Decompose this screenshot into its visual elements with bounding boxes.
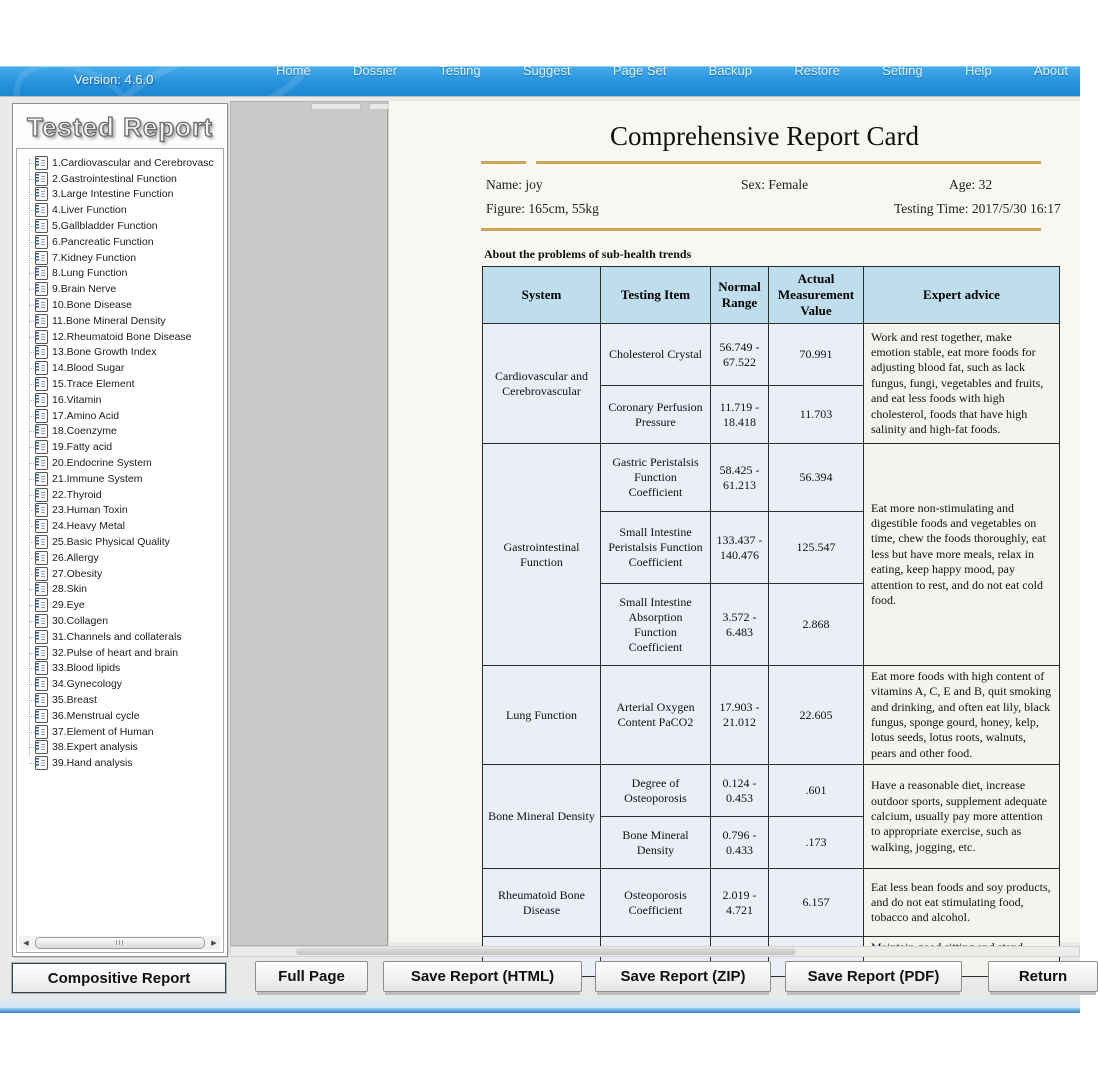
report-doc-icon (35, 361, 48, 375)
tree-item-14[interactable] (23, 360, 221, 376)
tree-item-4[interactable] (23, 202, 221, 218)
info-divider (481, 228, 1041, 231)
column-header: Testing Item (601, 267, 711, 324)
tree-item-16[interactable] (23, 392, 221, 408)
testing-item-cell: Degree of Osteoporosis (601, 765, 711, 817)
menu-item-setting[interactable]: Setting (882, 63, 923, 78)
report-doc-icon (35, 630, 48, 644)
tree-item-11[interactable] (23, 313, 221, 329)
tree-item-label: 37.Element of Human (52, 725, 154, 738)
return-button[interactable]: Return (988, 961, 1098, 992)
tree-item-5[interactable] (23, 218, 221, 234)
report-doc-icon (35, 614, 48, 628)
tree-item-26[interactable] (23, 550, 221, 566)
report-doc-icon (35, 187, 48, 201)
report-doc-icon (35, 535, 48, 549)
report-doc-icon (35, 314, 48, 328)
testing-item-cell: Cholesterol Crystal (601, 324, 711, 386)
menu-item-help[interactable]: Help (964, 63, 992, 78)
expert-advice-cell: Eat more foods with high content of vitamins A, C, E and B, quit smoking and drinking, and often eat lily, black fungus, sponge gourd, honey, kelp, lotus seeds, lotus roots, walnuts, pears and other food. (864, 666, 1060, 765)
report-doc-icon (35, 409, 48, 423)
report-doc-icon (35, 219, 48, 233)
report-doc-icon (35, 551, 48, 565)
tree-item-3[interactable] (23, 187, 221, 203)
tree-item-6[interactable] (23, 234, 221, 250)
actual-value-cell: .173 (769, 817, 864, 869)
actual-value-cell: .601 (769, 765, 864, 817)
tree-item-label: 17.Amino Acid (52, 409, 120, 422)
table-caption: About the problems of sub-health trends (484, 247, 692, 261)
sub-health-trends-table (482, 266, 1060, 977)
expert-advice-cell: Have a reasonable diet, increase outdoor sports, supplement adequate calcium, usually pay more attention to appropriate exercise, such as walking, jogging, etc. (864, 765, 1060, 869)
tree-item-label: 5.Gallbladder Function (52, 220, 158, 233)
tree-item-18[interactable] (23, 424, 221, 440)
table-row (483, 869, 1060, 937)
tree-item-35[interactable] (23, 692, 221, 708)
report-title: Comprehensive Report Card (610, 121, 919, 151)
tree-item-label: 39.Hand analysis (52, 757, 133, 770)
testing-item-cell: Osteoporosis Coefficient (601, 869, 711, 937)
tree-item-2[interactable] (23, 171, 221, 187)
report-doc-icon (35, 488, 48, 502)
tree-item-label: 18.Coenzyme (52, 425, 117, 438)
tree-item-9[interactable] (23, 281, 221, 297)
normal-range-cell: 133.437 - 140.476 (711, 512, 769, 584)
tree-item-label: 10.Bone Disease (52, 299, 132, 312)
tree-item-30[interactable] (23, 613, 221, 629)
tree-item-label: 6.Pancreatic Function (52, 235, 154, 248)
menu-item-page-set[interactable]: Page Set (612, 63, 667, 78)
column-header: Normal Range (711, 267, 769, 324)
tree-item-19[interactable] (23, 439, 221, 455)
system-cell: Gastrointestinal Function (483, 444, 601, 666)
tree-item-label: 19.Fatty acid (52, 441, 113, 454)
tree-item-27[interactable] (23, 566, 221, 582)
tree-item-label: 7.Kidney Function (52, 251, 137, 264)
tree-item-13[interactable] (23, 345, 221, 361)
normal-range-cell: 58.425 - 61.213 (711, 444, 769, 512)
actual-value-cell: 22.605 (769, 666, 864, 765)
tree-item-label: 1.Cardiovascular and Cerebrovasc (52, 156, 214, 169)
report-doc-icon (35, 677, 48, 691)
tree-item-36[interactable] (23, 708, 221, 724)
tree-item-15[interactable] (23, 376, 221, 392)
menu-item-restore[interactable]: Restore (794, 63, 840, 78)
tree-item-label: 12.Rheumatoid Bone Disease (52, 330, 192, 343)
tree-item-25[interactable] (23, 534, 221, 550)
tree-item-12[interactable] (23, 329, 221, 345)
tree-item-23[interactable] (23, 503, 221, 519)
tree-item-37[interactable] (23, 724, 221, 740)
column-header: Expert advice (864, 267, 1060, 324)
tree-item-label: 32.Pulse of heart and brain (52, 646, 179, 659)
system-cell: Lung Function (483, 666, 601, 765)
tree-item-38[interactable] (23, 739, 221, 755)
menu-item-home[interactable]: Home (276, 63, 311, 78)
tree-item-33[interactable] (23, 661, 221, 677)
normal-range-cell: 0.124 - 0.453 (711, 765, 769, 817)
report-doc-icon (35, 172, 48, 186)
report-doc-icon (35, 725, 48, 739)
tree-item-label: 20.Endocrine System (52, 457, 152, 470)
table-row (483, 765, 1060, 817)
tree-item-32[interactable] (23, 645, 221, 661)
report-doc-icon (35, 235, 48, 249)
tree-item-label: 8.Lung Function (52, 267, 128, 280)
report-doc-icon (35, 740, 48, 754)
report-doc-icon (35, 567, 48, 581)
report-doc-icon (35, 251, 48, 265)
report-doc-icon (35, 282, 48, 296)
window-bottom-edge (0, 1008, 1080, 1013)
actual-value-cell: 2.868 (769, 584, 864, 666)
tree-item-31[interactable] (23, 629, 221, 645)
report-doc-icon (35, 298, 48, 312)
tree-item-label: 27.Obesity (52, 567, 103, 580)
scrollbar-thumb[interactable] (35, 937, 205, 949)
tree-item-label: 13.Bone Growth Index (52, 346, 157, 359)
tree-item-1[interactable] (23, 155, 221, 171)
testing-item-cell: Arterial Oxygen Content PaCO2 (601, 666, 711, 765)
report-doc-icon (35, 440, 48, 454)
tree-item-24[interactable] (23, 518, 221, 534)
normal-range-cell: 2.019 - 4.721 (711, 869, 769, 937)
title-divider (389, 161, 1080, 164)
actual-value-cell: 11.703 (769, 386, 864, 444)
tree-item-label: 25.Basic Physical Quality (52, 536, 170, 549)
scroll-right-icon[interactable]: ▶ (211, 940, 217, 947)
tree-item-8[interactable] (23, 266, 221, 282)
table-header-row (483, 267, 1060, 324)
tree-item-label: 22.Thyroid (52, 488, 102, 501)
expert-advice-cell: Eat less bean foods and soy products, and do not eat stimulating food, tobacco and alcohol. (864, 869, 1060, 937)
table-row (483, 324, 1060, 386)
system-cell: Rheumatoid Bone Disease (483, 869, 601, 937)
menu-item-testing[interactable]: Testing (439, 63, 481, 78)
sidebar-panel (12, 103, 228, 957)
testing-item-cell: Gastric Peristalsis Function Coefficient (601, 444, 711, 512)
column-header: Actual Measurement Value (769, 267, 864, 324)
actual-value-cell: 70.991 (769, 324, 864, 386)
save-report-zip-button[interactable]: Save Report (ZIP) (595, 961, 771, 992)
tree-item-22[interactable] (23, 487, 221, 503)
report-doc-icon (35, 330, 48, 344)
tree-item-20[interactable] (23, 455, 221, 471)
tree-item-label: 35.Breast (52, 693, 97, 706)
tree-item-21[interactable] (23, 471, 221, 487)
report-doc-icon (35, 661, 48, 675)
report-doc-icon (35, 203, 48, 217)
report-doc-icon (35, 345, 48, 359)
report-doc-icon (35, 519, 48, 533)
tree-item-label: 11.Bone Mineral Density (52, 314, 166, 327)
actual-value-cell: 6.157 (769, 869, 864, 937)
tree-item-10[interactable] (23, 297, 221, 313)
report-doc-icon (35, 582, 48, 596)
sidebar-title: Tested Report (27, 112, 213, 142)
tree-item-label: 26.Allergy (52, 551, 99, 564)
testing-item-cell: Bone Mineral Density (601, 817, 711, 869)
report-doc-icon (35, 377, 48, 391)
full-page-button[interactable]: Full Page (255, 961, 368, 992)
normal-range-cell: 3.572 - 6.483 (711, 584, 769, 666)
system-cell: Cardiovascular and Cerebrovascular (483, 324, 601, 444)
menu-item-dossier[interactable]: Dossier (352, 63, 398, 78)
tree-list (23, 155, 221, 771)
main-horizontal-scrollbar[interactable] (230, 946, 1080, 957)
report-doc-icon (35, 156, 48, 170)
tree-item-label: 4.Liver Function (52, 204, 127, 217)
menu-item-about[interactable]: About (1033, 63, 1068, 78)
patient-sex: Sex: Female (741, 177, 809, 192)
testing-time: Testing Time: 2017/5/30 16:17 (894, 201, 1061, 216)
report-doc-icon (35, 472, 48, 486)
menu-items (272, 61, 1072, 80)
menu-item-suggest[interactable]: Suggest (522, 63, 571, 78)
scrollbar-thumb[interactable] (296, 948, 796, 955)
report-doc-icon (35, 266, 48, 280)
report-doc-icon (35, 393, 48, 407)
collapsed-panel-strip (230, 101, 388, 946)
tree-item-label: 16.Vitamin (52, 393, 102, 406)
tree-item-28[interactable] (23, 582, 221, 598)
actual-value-cell: 56.394 (769, 444, 864, 512)
normal-range-cell: 56.749 - 67.522 (711, 324, 769, 386)
expert-advice-cell: Work and rest together, make emotion stable, eat more foods for adjusting blood fat, such as lack fungus, fungi, vegetables and fruits, and eat less foods with high cholesterol, foods that have high salinity and high-fat foods. (864, 324, 1060, 444)
table-row (483, 444, 1060, 512)
tree-item-label: 31.Channels and collaterals (52, 630, 182, 643)
bottom-glow (0, 995, 1080, 1009)
tree-item-label: 29.Eye (52, 599, 85, 612)
tree-item-label: 28.Skin (52, 583, 88, 596)
patient-figure: Figure: 165cm, 55kg (486, 201, 599, 216)
tree-item-34[interactable] (23, 676, 221, 692)
testing-item-cell: Small Intestine Absorption Function Coefficient (601, 584, 711, 666)
tree-item-label: 23.Human Toxin (52, 504, 128, 517)
sidebar-horizontal-scrollbar[interactable] (19, 936, 221, 950)
report-page (388, 101, 1080, 942)
tree-item-label: 30.Collagen (52, 615, 109, 627)
testing-item-cell: Coronary Perfusion Pressure (601, 386, 711, 444)
tree-item-label: 21.Immune System (52, 472, 143, 485)
tree-item-label: 2.Gastrointestinal Function (52, 172, 177, 185)
report-doc-icon (35, 709, 48, 723)
tree-item-label: 14.Blood Sugar (52, 362, 125, 375)
column-header: System (483, 267, 601, 324)
patient-age: Age: 32 (949, 177, 993, 192)
report-doc-icon (35, 756, 48, 770)
scroll-left-icon[interactable]: ◀ (23, 940, 29, 947)
tree-item-17[interactable] (23, 408, 221, 424)
compositive-report-button[interactable]: Compositive Report (12, 963, 226, 993)
table-row (483, 666, 1060, 765)
tree-item-label: 9.Brain Nerve (52, 283, 117, 296)
testing-item-cell: Small Intestine Peristalsis Function Coefficient (601, 512, 711, 584)
version-label: Version: 4.6.0 (74, 72, 154, 87)
normal-range-cell: 11.719 - 18.418 (711, 386, 769, 444)
tree-item-39[interactable] (23, 755, 221, 771)
report-doc-icon (35, 646, 48, 660)
report-doc-icon (35, 693, 48, 707)
report-doc-icon (35, 503, 48, 517)
tree-item-label: 3.Large Intestine Function (52, 188, 174, 201)
app-body (0, 96, 1080, 1009)
report-doc-icon (35, 424, 48, 438)
menubar (0, 63, 1080, 100)
patient-name: Name: joy (486, 177, 543, 192)
tree-item-label: 38.Expert analysis (52, 741, 138, 754)
normal-range-cell: 0.796 - 0.433 (711, 817, 769, 869)
save-report-pdf-button[interactable]: Save Report (PDF) (785, 961, 962, 992)
normal-range-cell: 17.903 - 21.012 (711, 666, 769, 765)
tree-item-label: 34.Gynecology (52, 678, 123, 691)
actual-value-cell: 125.547 (769, 512, 864, 584)
expert-advice-cell: Eat more non-stimulating and digestible foods and vegetables on time, chew the foods thoroughly, eat less but have more meals, relax in eating, keep happy mood, pay attention to rest, and do not eat cold food. (864, 444, 1060, 666)
report-doc-icon (35, 456, 48, 470)
panel-tab (311, 103, 361, 109)
save-report-html-button[interactable]: Save Report (HTML) (383, 961, 582, 992)
tree-item-label: 33.Blood lipids (52, 662, 121, 675)
tree-item-29[interactable] (23, 597, 221, 613)
tested-report-tree (16, 148, 224, 953)
tree-item-7[interactable] (23, 250, 221, 266)
report-doc-icon (35, 598, 48, 612)
system-cell: Bone Mineral Density (483, 765, 601, 869)
tree-item-label: 24.Heavy Metal (52, 520, 125, 533)
tree-item-label: 15.Trace Element (52, 378, 135, 391)
tree-item-label: 36.Menstrual cycle (52, 709, 140, 722)
menu-item-backup[interactable]: Backup (708, 63, 753, 78)
